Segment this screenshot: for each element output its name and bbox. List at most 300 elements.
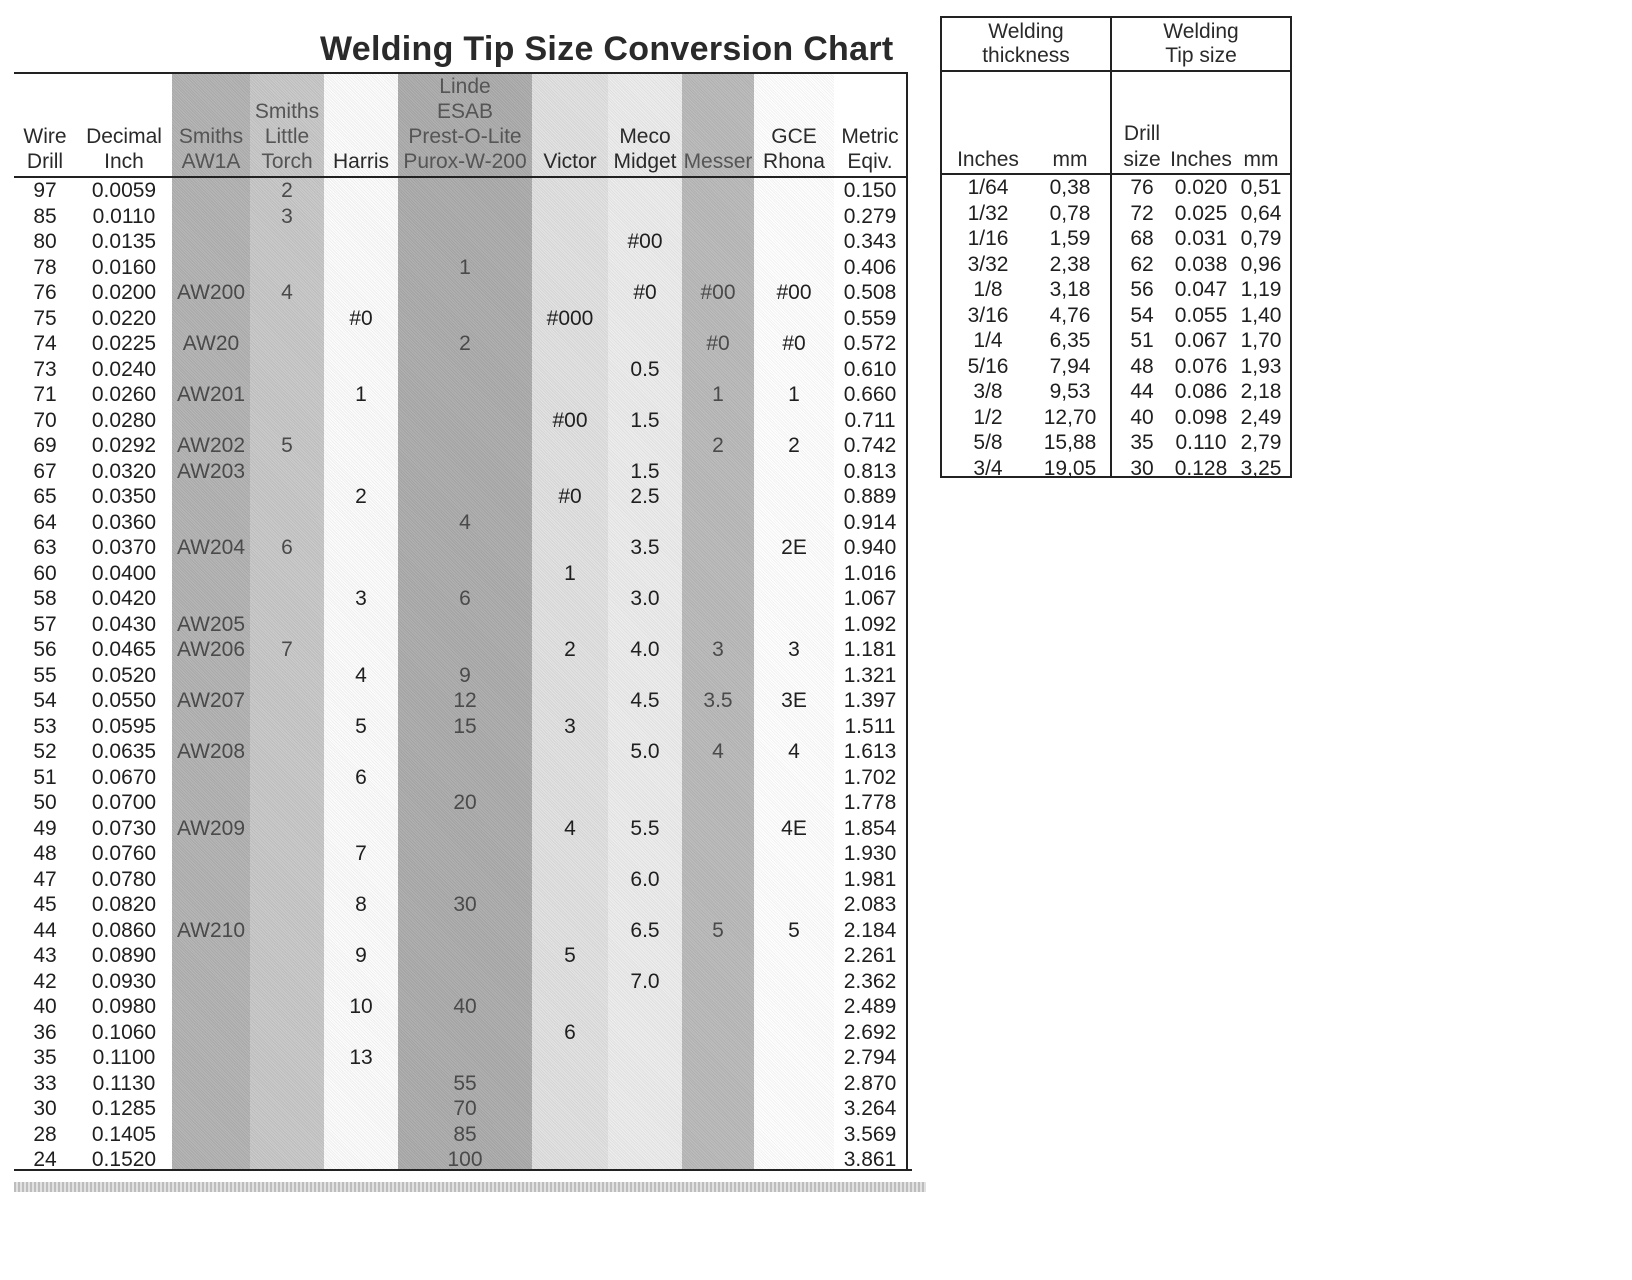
cell-wire-drill: 74	[33, 332, 57, 355]
cell-linde	[398, 561, 532, 587]
cell-drill-size: 62	[1130, 252, 1154, 276]
cell-linde	[398, 178, 532, 204]
table-row	[14, 586, 906, 612]
cell-metric-eqiv: 0.610	[843, 357, 897, 381]
cell-victor: 3	[564, 714, 576, 738]
cell-tip-mm: 2,18	[1240, 380, 1282, 403]
cell-harris	[324, 178, 398, 204]
cell-meco-midget	[608, 612, 682, 638]
cell-messer	[682, 892, 754, 918]
cell-victor	[532, 510, 608, 536]
cell-harris	[324, 459, 398, 485]
cell-meco-midget	[608, 994, 682, 1020]
cell-harris	[324, 969, 398, 995]
cell-meco-midget	[608, 178, 682, 204]
cell-harris: 2	[355, 485, 367, 508]
cell-metric-eqiv: 1.930	[843, 842, 897, 865]
cell-tip-inches: 0.098	[1174, 405, 1228, 429]
cell-drill-size: 68	[1130, 227, 1154, 250]
cell-decimal-inch: 0.0430	[91, 612, 157, 636]
cell-messer	[682, 1020, 754, 1046]
cell-smiths-aw1a	[172, 255, 250, 281]
cell-smiths-little-torch: 4	[281, 281, 293, 304]
cell-victor	[532, 688, 608, 714]
cell-gce-rhona: #0	[782, 332, 806, 355]
cell-gce-rhona: 3	[788, 638, 800, 661]
cell-gce-rhona: 2	[788, 434, 800, 457]
cell-smiths-little-torch	[250, 357, 324, 383]
cell-thickness-inches: 1/4	[973, 329, 1003, 352]
cell-decimal-inch: 0.0059	[91, 179, 157, 202]
cell-victor: 6	[564, 1020, 576, 1044]
cell-harris	[324, 688, 398, 714]
cell-thickness-mm: 7,94	[1049, 354, 1091, 378]
cell-linde	[398, 612, 532, 638]
table-row	[14, 255, 906, 281]
cell-smiths-little-torch	[250, 255, 324, 281]
cell-metric-eqiv: 2.083	[843, 893, 897, 916]
cell-thickness-inches: 3/4	[973, 456, 1003, 480]
cell-thickness-mm: 19,05	[1043, 456, 1097, 480]
cell-gce-rhona: 4E	[781, 816, 807, 840]
cell-wire-drill: 57	[33, 612, 57, 636]
cell-metric-eqiv: 2.261	[843, 944, 897, 967]
cell-smiths-little-torch	[250, 586, 324, 612]
cell-smiths-aw1a	[172, 1122, 250, 1148]
cell-messer	[682, 612, 754, 638]
cell-smiths-aw1a	[172, 663, 250, 689]
cell-smiths-aw1a: AW210	[176, 918, 246, 942]
cell-messer	[682, 535, 754, 561]
cell-smiths-aw1a	[172, 561, 250, 587]
cell-harris	[324, 561, 398, 587]
cell-drill-size: 54	[1130, 303, 1154, 327]
cell-drill-size: 30	[1130, 456, 1154, 480]
cell-wire-drill: 56	[33, 638, 57, 661]
cell-decimal-inch: 0.1130	[92, 1071, 156, 1095]
cell-smiths-little-torch: 2	[281, 179, 293, 202]
cell-wire-drill: 69	[33, 434, 57, 457]
cell-drill-size: 72	[1130, 201, 1154, 225]
cell-smiths-aw1a: AW205	[176, 612, 246, 636]
cell-wire-drill: 35	[33, 1046, 57, 1069]
table-row	[14, 484, 906, 510]
cell-decimal-inch: 0.0780	[91, 867, 157, 891]
cell-decimal-inch: 0.0260	[91, 383, 157, 406]
cell-thickness-mm: 0,78	[1049, 201, 1091, 225]
cell-smiths-aw1a	[172, 1071, 250, 1097]
cell-harris	[324, 816, 398, 842]
cell-smiths-aw1a	[172, 867, 250, 893]
cell-linde: 30	[453, 893, 477, 916]
cell-decimal-inch: 0.0420	[91, 587, 157, 610]
cell-wire-drill: 75	[33, 306, 57, 330]
column-header-meco-midget: Meco Midget	[613, 125, 677, 173]
cell-smiths-aw1a	[172, 204, 250, 230]
cell-smiths-little-torch	[250, 1122, 324, 1148]
cell-tip-inches: 0.128	[1174, 456, 1228, 480]
cell-meco-midget	[608, 892, 682, 918]
cell-smiths-aw1a	[172, 969, 250, 995]
cell-decimal-inch: 0.0595	[91, 714, 157, 738]
cell-decimal-inch: 0.0135	[91, 230, 157, 253]
cell-smiths-aw1a: AW20	[182, 332, 240, 355]
cell-decimal-inch: 0.0760	[91, 842, 157, 865]
cell-gce-rhona	[754, 765, 834, 791]
cell-metric-eqiv: 1.067	[843, 587, 897, 610]
cell-linde	[398, 841, 532, 867]
cell-harris	[324, 918, 398, 944]
cell-linde	[398, 816, 532, 842]
cell-smiths-aw1a	[172, 178, 250, 204]
cell-victor	[532, 535, 608, 561]
cell-linde: 12	[453, 689, 477, 712]
cell-metric-eqiv: 1.778	[843, 791, 897, 814]
cell-wire-drill: 43	[33, 944, 57, 967]
cell-meco-midget	[608, 841, 682, 867]
cell-messer: 2	[712, 434, 724, 457]
cell-wire-drill: 30	[33, 1097, 57, 1120]
cell-meco-midget: 3.0	[630, 587, 660, 610]
cell-smiths-little-torch	[250, 688, 324, 714]
side-group-header-rule	[942, 70, 1290, 72]
cell-smiths-little-torch	[250, 739, 324, 765]
cell-harris	[324, 280, 398, 306]
cell-decimal-inch: 0.0350	[91, 485, 157, 508]
cell-harris	[324, 867, 398, 893]
cell-smiths-little-torch	[250, 561, 324, 587]
cell-tip-mm: 0,96	[1240, 252, 1282, 276]
cell-harris: 4	[355, 663, 367, 687]
cell-tip-inches: 0.047	[1174, 278, 1228, 301]
column-header-smiths-aw1a: Smiths AW1A	[178, 125, 244, 173]
cell-harris	[324, 612, 398, 638]
cell-meco-midget	[608, 433, 682, 459]
cell-meco-midget: 5.0	[630, 740, 660, 763]
cell-decimal-inch: 0.0890	[91, 944, 157, 967]
cell-smiths-aw1a	[172, 484, 250, 510]
cell-metric-eqiv: 0.406	[843, 255, 897, 279]
cell-victor	[532, 994, 608, 1020]
side-table-row	[942, 354, 1290, 380]
cell-smiths-little-torch	[250, 229, 324, 255]
cell-messer	[682, 816, 754, 842]
cell-smiths-little-torch	[250, 943, 324, 969]
cell-wire-drill: 28	[33, 1122, 57, 1146]
cell-smiths-little-torch	[250, 816, 324, 842]
cell-victor	[532, 586, 608, 612]
cell-meco-midget	[608, 1096, 682, 1122]
cell-victor: #0	[558, 485, 582, 508]
cell-messer	[682, 1122, 754, 1148]
cell-decimal-inch: 0.0225	[91, 332, 157, 355]
table-row	[14, 178, 906, 204]
cell-linde	[398, 459, 532, 485]
subheader-drill-line1: Drill	[1123, 122, 1161, 145]
cell-metric-eqiv: 0.711	[844, 408, 896, 432]
cell-victor	[532, 918, 608, 944]
cell-metric-eqiv: 0.559	[843, 306, 897, 330]
cell-gce-rhona	[754, 459, 834, 485]
cell-messer: 3.5	[703, 689, 733, 712]
cell-wire-drill: 42	[33, 969, 57, 993]
cell-metric-eqiv: 0.572	[843, 332, 897, 355]
table-row	[14, 892, 906, 918]
cell-smiths-little-torch	[250, 765, 324, 791]
cell-linde	[398, 1045, 532, 1071]
cell-thickness-inches: 1/16	[967, 227, 1009, 250]
cell-gce-rhona	[754, 1020, 834, 1046]
cell-harris	[324, 510, 398, 536]
cell-messer: 4	[712, 740, 724, 763]
group-header-thickness: Welding thickness	[982, 20, 1070, 67]
cell-gce-rhona: 4	[788, 740, 800, 763]
cell-wire-drill: 49	[33, 816, 57, 840]
table-row	[14, 739, 906, 765]
cell-harris	[324, 1071, 398, 1097]
cell-decimal-inch: 0.0160	[91, 255, 157, 279]
cell-victor: #00	[552, 408, 588, 432]
cell-smiths-little-torch	[250, 714, 324, 740]
cell-wire-drill: 71	[33, 383, 57, 406]
cell-messer	[682, 255, 754, 281]
cell-thickness-mm: 4,76	[1049, 303, 1091, 327]
cell-metric-eqiv: 1.181	[843, 638, 897, 661]
cell-victor	[532, 229, 608, 255]
cell-decimal-inch: 0.0280	[91, 408, 157, 432]
cell-metric-eqiv: 3.264	[843, 1097, 897, 1120]
column-header-linde: Linde ESAB Prest-O-Lite Purox-W-200	[403, 75, 527, 173]
cell-linde: 4	[459, 510, 471, 534]
cell-harris	[324, 637, 398, 663]
cell-decimal-inch: 0.1405	[91, 1122, 157, 1146]
cell-decimal-inch: 0.0550	[91, 689, 157, 712]
side-table-row	[942, 201, 1290, 227]
cell-decimal-inch: 0.0110	[92, 204, 156, 228]
cell-harris	[324, 357, 398, 383]
cell-linde	[398, 943, 532, 969]
subheader-tip-mm: mm	[1243, 148, 1279, 171]
cell-metric-eqiv: 0.150	[843, 179, 897, 202]
cell-meco-midget: 6.5	[630, 918, 660, 942]
cell-metric-eqiv: 0.940	[843, 536, 897, 559]
cell-tip-mm: 1,19	[1240, 278, 1282, 301]
cell-harris: 13	[349, 1046, 373, 1069]
cell-linde	[398, 204, 532, 230]
side-table-row	[942, 430, 1290, 456]
cell-victor	[532, 204, 608, 230]
cell-drill-size: 44	[1130, 380, 1154, 403]
table-row	[14, 306, 906, 332]
column-header-decimal-inch: Decimal Inch	[86, 125, 162, 173]
cell-messer: 1	[712, 383, 724, 406]
cell-decimal-inch: 0.0930	[91, 969, 157, 993]
cell-messer	[682, 1096, 754, 1122]
cell-gce-rhona: #00	[776, 281, 812, 304]
cell-metric-eqiv: 1.511	[844, 714, 896, 738]
table-row	[14, 382, 906, 408]
cell-metric-eqiv: 2.794	[843, 1046, 897, 1069]
cell-metric-eqiv: 0.508	[843, 281, 897, 304]
cell-metric-eqiv: 2.692	[843, 1020, 897, 1044]
cell-thickness-inches: 5/16	[967, 354, 1009, 378]
cell-victor	[532, 841, 608, 867]
cell-messer	[682, 994, 754, 1020]
table-row	[14, 612, 906, 638]
cell-thickness-mm: 3,18	[1049, 278, 1091, 301]
cell-decimal-inch: 0.0292	[91, 434, 157, 457]
cell-smiths-little-torch: 3	[281, 204, 293, 228]
cell-messer	[682, 459, 754, 485]
cell-victor: #000	[546, 306, 594, 330]
table-row	[14, 357, 906, 383]
cell-harris: 9	[355, 944, 367, 967]
cell-decimal-inch: 0.0200	[91, 281, 157, 304]
cell-metric-eqiv: 1.613	[843, 740, 897, 763]
cell-tip-mm: 2,49	[1240, 405, 1282, 429]
column-header-gce-rhona: GCE Rhona	[763, 125, 825, 173]
cell-victor	[532, 382, 608, 408]
cell-decimal-inch: 0.0670	[91, 765, 157, 789]
cell-meco-midget: 6.0	[630, 867, 660, 891]
cell-victor: 4	[564, 816, 576, 840]
cell-messer	[682, 765, 754, 791]
cell-metric-eqiv: 1.016	[843, 561, 897, 585]
cell-tip-inches: 0.025	[1174, 201, 1228, 225]
cell-wire-drill: 58	[33, 587, 57, 610]
cell-smiths-aw1a: AW203	[176, 459, 246, 483]
cell-linde: 20	[453, 791, 477, 814]
cell-decimal-inch: 0.0980	[91, 995, 157, 1018]
cell-harris: 3	[355, 587, 367, 610]
cell-harris	[324, 1096, 398, 1122]
cell-thickness-mm: 6,35	[1049, 329, 1091, 352]
cell-victor: 2	[564, 638, 576, 661]
cell-gce-rhona	[754, 714, 834, 740]
table-row	[14, 765, 906, 791]
cell-gce-rhona	[754, 994, 834, 1020]
cell-smiths-little-torch	[250, 484, 324, 510]
cell-messer	[682, 484, 754, 510]
column-header-harris: Harris	[333, 150, 389, 173]
cell-victor	[532, 1096, 608, 1122]
cell-smiths-little-torch	[250, 892, 324, 918]
cell-tip-inches: 0.031	[1174, 227, 1228, 250]
cell-smiths-aw1a	[172, 714, 250, 740]
cell-meco-midget	[608, 255, 682, 281]
cell-smiths-aw1a	[172, 943, 250, 969]
cell-smiths-little-torch: 6	[281, 536, 293, 559]
cell-smiths-aw1a	[172, 1020, 250, 1046]
cell-wire-drill: 45	[33, 893, 57, 916]
cell-metric-eqiv: 2.184	[843, 918, 897, 942]
table-row	[14, 1096, 906, 1122]
cell-messer	[682, 561, 754, 587]
cell-drill-size: 56	[1130, 278, 1154, 301]
cell-victor	[532, 739, 608, 765]
table-row	[14, 918, 906, 944]
cell-thickness-inches: 5/8	[973, 431, 1003, 454]
cell-harris	[324, 229, 398, 255]
cell-wire-drill: 52	[33, 740, 57, 763]
cell-linde: 2	[459, 332, 471, 355]
cell-linde	[398, 484, 532, 510]
cell-victor: 5	[564, 944, 576, 967]
cell-linde: 40	[453, 995, 477, 1018]
cell-metric-eqiv: 3.569	[843, 1122, 897, 1146]
cell-meco-midget	[608, 1122, 682, 1148]
cell-smiths-little-torch	[250, 1071, 324, 1097]
cell-harris	[324, 204, 398, 230]
side-table-row	[942, 277, 1290, 303]
cell-thickness-inches: 1/8	[973, 278, 1003, 301]
table-row	[14, 459, 906, 485]
cell-harris	[324, 331, 398, 357]
cell-decimal-inch: 0.0700	[91, 791, 157, 814]
cell-linde	[398, 408, 532, 434]
side-table-row	[942, 405, 1290, 431]
cell-gce-rhona	[754, 357, 834, 383]
cell-gce-rhona: 3E	[781, 689, 807, 712]
table-row	[14, 943, 906, 969]
side-table-row	[942, 175, 1290, 201]
cell-linde	[398, 535, 532, 561]
cell-wire-drill: 54	[33, 689, 57, 712]
cell-linde	[398, 739, 532, 765]
cell-gce-rhona	[754, 408, 834, 434]
cell-victor	[532, 1122, 608, 1148]
cell-messer	[682, 204, 754, 230]
cell-meco-midget: 3.5	[630, 536, 660, 559]
cell-tip-inches: 0.020	[1174, 176, 1228, 199]
cell-smiths-aw1a	[172, 1045, 250, 1071]
cell-meco-midget	[608, 765, 682, 791]
cell-linde: 100	[447, 1148, 483, 1171]
table-row	[14, 816, 906, 842]
cell-smiths-little-torch	[250, 1045, 324, 1071]
cell-meco-midget	[608, 943, 682, 969]
cell-drill-size: 51	[1130, 329, 1154, 352]
cell-decimal-inch: 0.0240	[91, 357, 157, 381]
cell-wire-drill: 40	[33, 995, 57, 1018]
cell-decimal-inch: 0.1520	[91, 1148, 157, 1171]
cell-meco-midget	[608, 331, 682, 357]
table-row	[14, 1122, 906, 1148]
cell-victor	[532, 612, 608, 638]
cell-meco-midget	[608, 1045, 682, 1071]
cell-messer	[682, 841, 754, 867]
cell-metric-eqiv: 2.870	[843, 1071, 897, 1095]
cell-meco-midget	[608, 1020, 682, 1046]
cell-thickness-mm: 12,70	[1043, 405, 1097, 429]
cell-linde: 55	[453, 1071, 477, 1095]
table-row	[14, 433, 906, 459]
column-header-metric-eqiv: Metric Eqiv.	[841, 125, 899, 173]
cell-harris: #0	[349, 306, 373, 330]
cell-tip-inches: 0.038	[1174, 252, 1228, 276]
cell-harris	[324, 1020, 398, 1046]
cell-metric-eqiv: 1.854	[843, 816, 897, 840]
cell-drill-size: 35	[1130, 431, 1154, 454]
cell-decimal-inch: 0.1100	[92, 1046, 156, 1069]
cell-messer	[682, 1045, 754, 1071]
cell-wire-drill: 24	[33, 1148, 57, 1171]
cell-gce-rhona: 5	[788, 918, 800, 942]
cell-tip-inches: 0.110	[1175, 431, 1227, 454]
cell-tip-inches: 0.067	[1174, 329, 1228, 352]
cell-metric-eqiv: 0.279	[843, 204, 897, 228]
cell-victor	[532, 255, 608, 281]
